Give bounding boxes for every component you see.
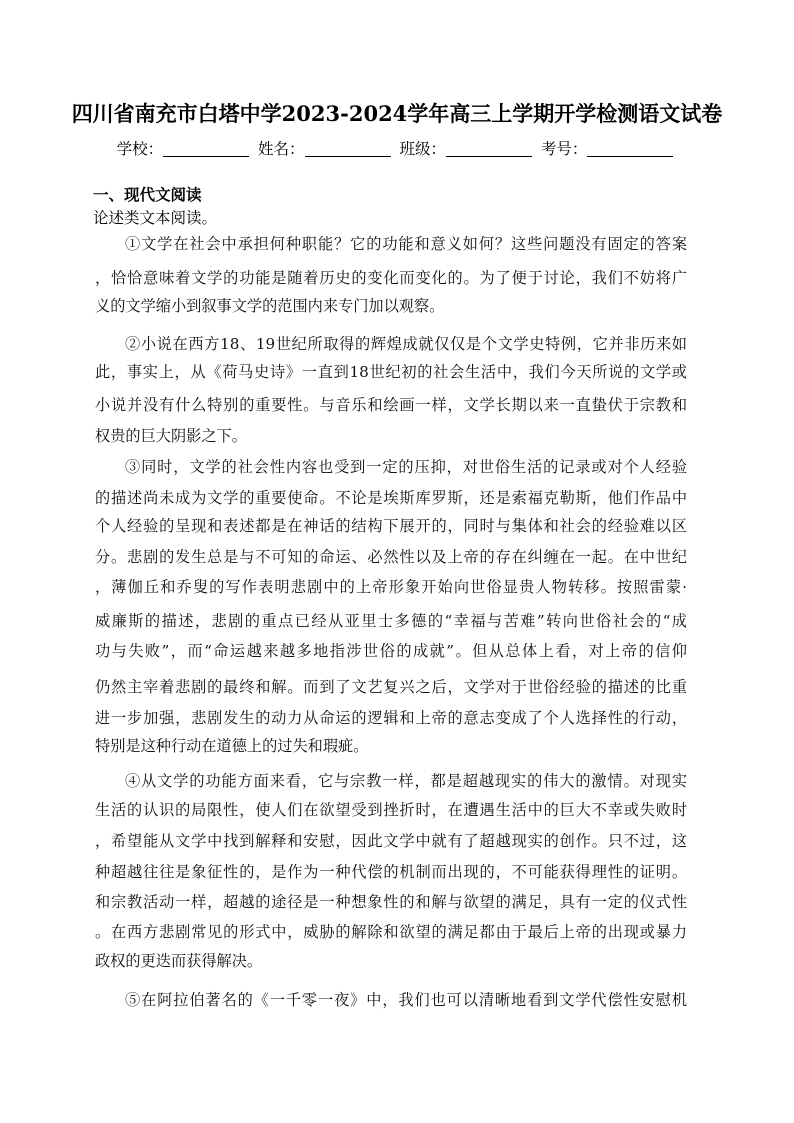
paragraph-line: 功与失败”，而“命运越来越多地指涉世俗的成就”。但从总体上看，对上帝的信仰: [95, 642, 687, 660]
paragraph-line: 进一步加强，悲剧发生的动力从命运的逻辑和上帝的意志变成了个人选择性的行动，: [95, 709, 687, 727]
paragraph-line: ⑤在阿拉伯著名的《一千零一夜》中，我们也可以清晰地看到文学代偿性安慰机: [125, 991, 687, 1009]
paragraph-line: 的描述尚未成为文学的重要使命。不论是埃斯库罗斯，还是索福克勒斯，他们作品中: [95, 489, 687, 507]
name-label: 姓名：: [258, 140, 305, 158]
paragraph-line: ，薄伽丘和乔叟的写作表明悲剧中的上帝形象开始向世俗显贵人物转移。按照雷蒙·: [95, 578, 687, 596]
paragraph-line: 小说并没有什么特别的重要性。与音乐和绘画一样，文学长期以来一直蛰伏于宗教和: [95, 396, 687, 414]
paragraph-line: ，恰恰意味着文学的功能是随着历史的变化而变化的。为了便于讨论，我们不妨将广: [95, 269, 687, 287]
paragraph-line: 权贵的巨大阴影之下。: [95, 427, 247, 445]
paragraph-line: 种超越往往是象征性的，是作为一种代偿的机制而出现的，不可能获得理性的证明。: [95, 863, 687, 881]
paragraph-line: 个人经验的呈现和表述都是在神话的结构下展开的，同时与集体和社会的经验难以区: [95, 517, 687, 535]
paragraph-line: ③同时，文学的社会性内容也受到一定的压抑，对世俗生活的记录或对个人经验: [125, 458, 687, 476]
paragraph-line: 特别是这种行动在道德上的过失和瑕疵。: [95, 737, 369, 755]
paragraph-line: 。在西方悲剧常见的形式中，威胁的解除和欲望的满足都由于最后上帝的出现或暴力: [95, 923, 687, 941]
class-label: 班级：: [399, 140, 446, 158]
paragraph-line: 仍然主宰着悲剧的最终和解。而到了文艺复兴之后，文学对于世俗经验的描述的比重: [95, 678, 687, 696]
paragraph-line: ②小说在西方18、19世纪所取得的辉煌成就仅仅是个文学史特例，它并非历来如: [125, 335, 687, 353]
paragraph-line: 分。悲剧的发生总是与不可知的命运、必然性以及上帝的存在纠缠在一起。在中世纪: [95, 548, 687, 566]
class-blank[interactable]: [446, 140, 532, 157]
paragraph-line: 威廉斯的描述，悲剧的重点已经从亚里士多德的“幸福与苦难”转向世俗社会的“成: [95, 612, 687, 630]
exam-number-blank[interactable]: [587, 140, 673, 157]
school-label: 学校：: [116, 140, 164, 158]
school-blank[interactable]: [163, 140, 249, 157]
paragraph-line: 此，事实上，从《荷马史诗》一直到18世纪初的社会生活中，我们今天所说的文学或: [95, 363, 687, 381]
paragraph-line: 政权的更迭而获得解决。: [95, 952, 263, 970]
paragraph-line: 生活的认识的局限性，使人们在欲望受到挫折时，在遭遇生活中的巨大不幸或失败时: [95, 801, 687, 819]
page-title: 四川省南充市白塔中学2023-2024学年高三上学期开学检测语文试卷: [71, 101, 723, 126]
paragraph-line: ，希望能从文学中找到解释和安慰，因此文学中就有了超越现实的创作。只不过，这: [95, 832, 687, 850]
paragraph-line: 义的文学缩小到叙事文学的范围内来专门加以观察。: [95, 297, 445, 315]
exam-number-label: 考号：: [540, 140, 588, 158]
paragraph-line: 和宗教活动一样，超越的途径是一种想象性的和解与欲望的满足，具有一定的仪式性: [95, 893, 687, 911]
student-info-row: [0, 137, 794, 159]
name-blank[interactable]: [305, 140, 391, 157]
paragraph-line: ①文学在社会中承担何种职能？它的功能和意义如何？这些问题没有固定的答案: [125, 235, 687, 253]
section-heading: 一、现代文阅读: [93, 186, 202, 204]
paragraph-line: ④从文学的功能方面来看，它与宗教一样，都是超越现实的伟大的激情。对现实: [125, 772, 687, 790]
section-subheading: 论述类文本阅读。: [93, 209, 218, 227]
